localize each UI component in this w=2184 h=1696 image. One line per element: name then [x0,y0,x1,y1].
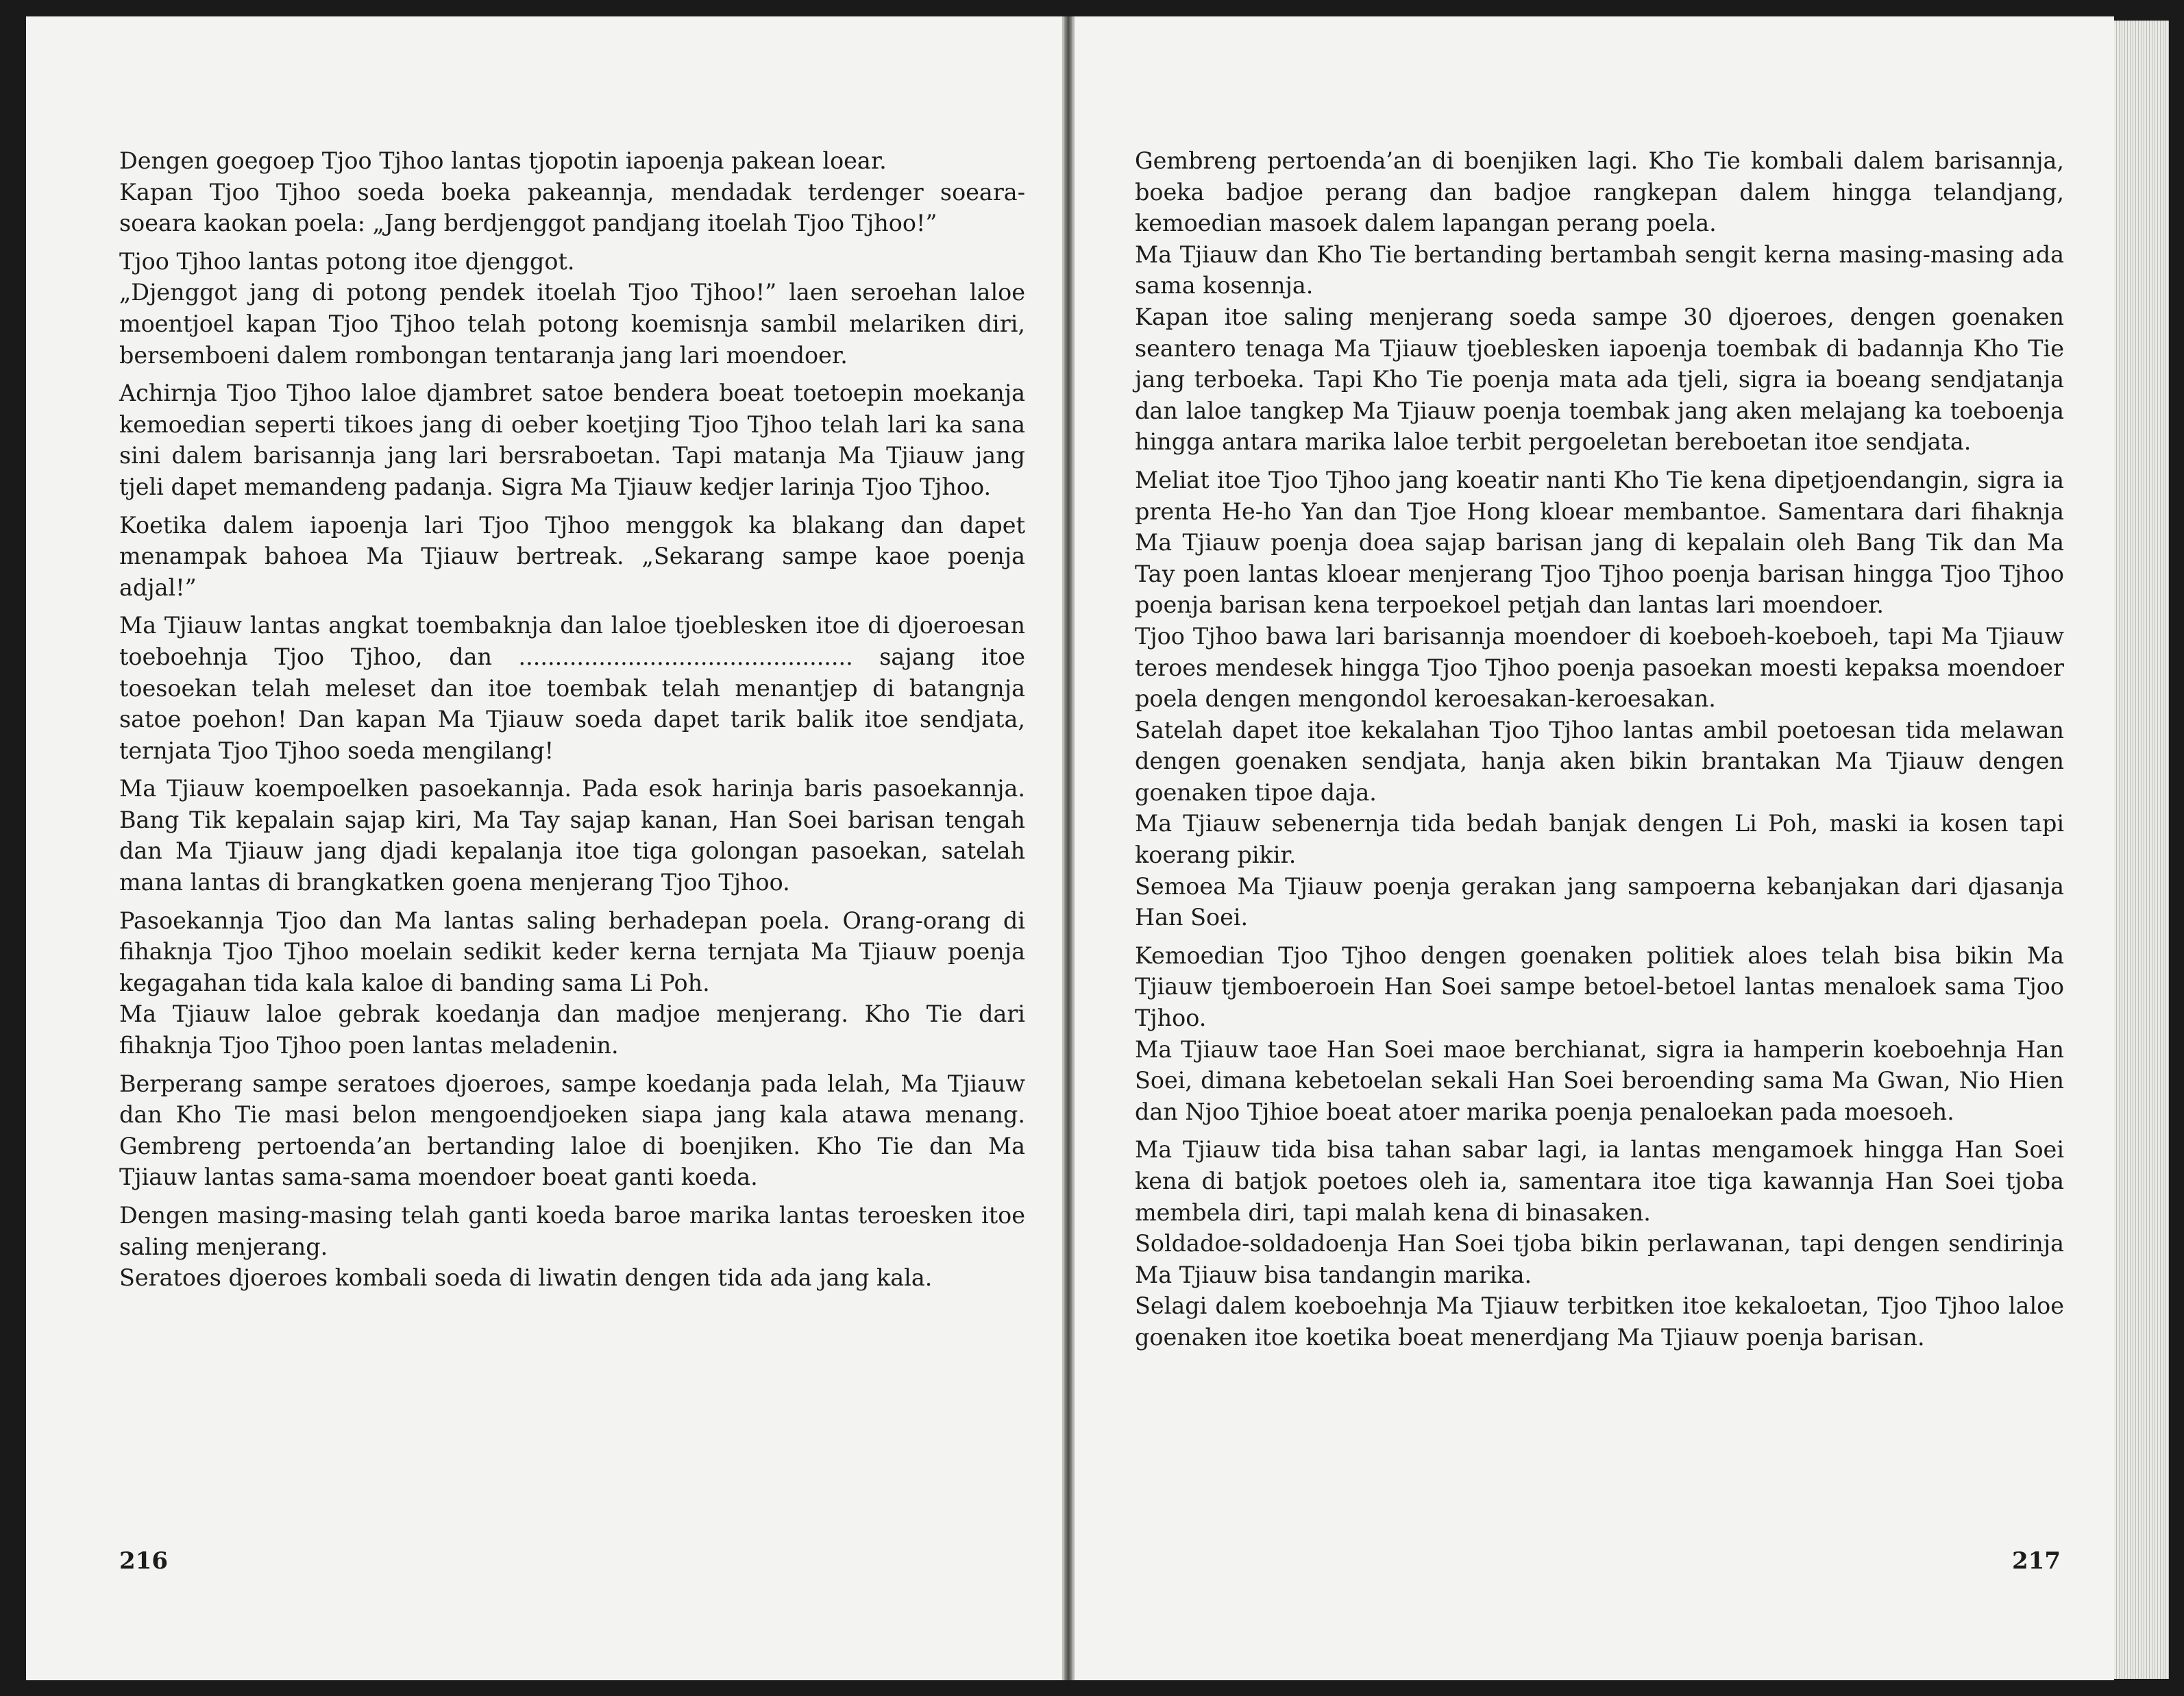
page-edges [2114,21,2169,1679]
paragraph: „Djenggot jang di potong pendek itoelah Tjoo Tjhoo!” laen seroehan laloe moentjoel kapan Tjoo Tjhoo telah potong koemisnja sambil melariken diri, bersemboeni dalem rombongan tentaranja jang lari moendoer. [119,279,1025,369]
paragraph: Ma Tjiauw koempoelken pasoekannja. Pada esok harinja baris pasoekannja. Bang Tik kepalain sajap kiri, Ma Tay sajap kanan, Han Soei barisan tengah dan Ma Tjiauw jang djadi kepalanja itoe tiga golongan pasoekan, satelah mana lantas di brangkatken goena menjerang Tjoo Tjhoo. [119,775,1025,896]
paragraph: Berperang sampe seratoes djoeroes, sampe koedanja pada lelah, Ma Tjiauw dan Kho Tie masi belon mengoendjoeken siapa jang kala atawa menang. Gembreng pertoenda’an bertanding laloe di boenjiken. Kho Tie dan Ma Tjiauw lantas sama-sama moendoer boeat ganti koeda. [119,1070,1025,1191]
paragraph: Ma Tjiauw lantas angkat toembaknja dan laloe tjoeblesken itoe di djoeroesan toeboehnja Tjoo Tjhoo, dan .............................................. sajang itoe toesoekan telah meleset dan itoe toembak telah menantjep di batangnja satoe poehon! Dan kapan Ma Tjiauw soeda dapet tarik balik itoe sendjata, ternjata Tjoo Tjhoo soeda mengilang! [119,612,1025,764]
paragraph: Dengen masing-masing telah ganti koeda baroe marika lantas teroesken itoe saling menjerang. [119,1202,1025,1260]
paragraph: Satelah dapet itoe kekalahan Tjoo Tjhoo lantas ambil poetoesan tida melawan dengen goenaken sendjata, hanja aken bikin brantakan Ma Tjiauw dengen goenaken tipoe daja. [1135,716,2064,806]
paragraph: Tjoo Tjhoo bawa lari barisannja moendoer di koeboeh-koeboeh, tapi Ma Tjiauw teroes mendesek hingga Tjoo Tjhoo poenja pasoekan moesti kepaksa moendoer poela dengen mengondol keroesakan-keroesakan. [1135,622,2064,713]
paragraph: Meliat itoe Tjoo Tjhoo jang koeatir nanti Kho Tie kena dipetjoendangin, sigra ia prenta He-ho Yan dan Tjoe Hong kloear membantoe. Samentara dari fihaknja Ma Tjiauw poenja doea sajap barisan jang di kepalain oleh Bang Tik dan Ma Tay poen lantas kloear menjerang Tjoo Tjhoo poenja barisan hingga Tjoo Tjhoo poenja barisan kena terpoekoel petjah dan lantas lari moendoer. [1135,466,2064,619]
paragraph: Ma Tjiauw sebenernja tida bedah banjak dengen Li Poh, maski ia kosen tapi koerang pikir. [1135,810,2064,869]
paragraph: Ma Tjiauw taoe Han Soei maoe berchianat, sigra ia hamperin koeboehnja Han Soei, dimana kebetoelan sekali Han Soei beroending sama Ma Gwan, Nio Hien dan Njoo Tjhioe boeat atoer marika poenja penaloekan pada moesoeh. [1135,1035,2064,1125]
left-page [26,16,1064,1680]
page-number: 216 [119,1547,168,1575]
paragraph: Ma Tjiauw laloe gebrak koedanja dan madjoe menjerang. Kho Tie dari fihaknja Tjoo Tjhoo poen lantas meladenin. [119,1000,1025,1059]
paragraph: Dengen goegoep Tjoo Tjhoo lantas tjopotin iapoenja pakean loear. [119,147,887,174]
paragraph: Pasoekannja Tjoo dan Ma lantas saling berhadepan poela. Orang-orang di fihaknja Tjoo Tjhoo moelain sedikit keder kerna ternjata Ma Tjiauw poenja kegagahan tida kala kaloe di banding sama Li Poh. [119,907,1025,996]
book-gutter [1064,16,1072,1680]
paragraph: Ma Tjiauw dan Kho Tie bertanding bertambah sengit kerna masing-masing ada sama kosennja. [1135,241,2064,299]
paragraph: Tjoo Tjhoo lantas potong itoe djenggot. [119,247,575,275]
paragraph: Ma Tjiauw tida bisa tahan sabar lagi, ia lantas mengamoek hingga Han Soei kena di batjok poetoes oleh ia, samentara itoe tiga kawannja Han Soei tjoba membela diri, tapi malah kena di binasaken. [1135,1136,2064,1226]
paragraph: Achirnja Tjoo Tjhoo laloe djambret satoe bendera boeat toetoepin moekanja kemoedian seperti tikoes jang di oeber koetjing Tjoo Tjhoo telah lari ka sana sini dalem barisannja jang lari bersraboetan. Tapi matanja Ma Tjiauw jang tjeli dapet memandeng padanja. Sigra Ma Tjiauw kedjer larinja Tjoo Tjhoo. [119,380,1025,500]
paragraph: Seratoes djoeroes kombali soeda di liwatin dengen tida ada jang kala. [119,1264,933,1292]
left-page-text [119,145,1025,1294]
right-page [1072,16,2114,1680]
paragraph: Kemoedian Tjoo Tjhoo dengen goenaken politiek aloes telah bisa bikin Ma Tjiauw tjemboeroein Han Soei sampe betoel-betoel lantas menaloek sama Tjoo Tjhoo. [1135,942,2064,1032]
paragraph: Kapan itoe saling menjerang soeda sampe 30 djoeroes, dengen goenaken seantero tenaga Ma Tjiauw tjoeblesken iapoenja toembak di badannja Kho Tie jang terboeka. Tapi Kho Tie poenja mata ada tjeli, sigra ia boeang sendjatanja dan laloe tangkep Ma Tjiauw poenja toembak jang aken melajang ka toeboenja hingga antara marika laloe terbit pergoeletan bereboetan itoe sendjata. [1135,303,2064,456]
paragraph: Selagi dalem koeboehnja Ma Tjiauw terbitken itoe kekaloetan, Tjoo Tjhoo laloe goenaken itoe koetika boeat menerdjang Ma Tjiauw poenja barisan. [1135,1292,2064,1351]
right-page-text [1135,145,2064,1353]
paragraph: Soldadoe-soldadoenja Han Soei tjoba bikin perlawanan, tapi dengen sendirinja Ma Tjiauw bisa tandangin marika. [1135,1230,2064,1288]
paragraph: Semoea Ma Tjiauw poenja gerakan jang sampoerna kebanjakan dari djasanja Han Soei. [1135,872,2064,931]
paragraph: Kapan Tjoo Tjhoo soeda boeka pakeannja, mendadak terdenger soeara-soeara kaokan poela: „Jang berdjenggot pandjang itoelah Tjoo Tjhoo!” [119,178,1025,237]
paragraph: Koetika dalem iapoenja lari Tjoo Tjhoo menggok ka blakang dan dapet menampak bahoea Ma Tjiauw bertreak. „Sekarang sampe kaoe poenja adjal!” [119,511,1025,601]
paragraph: Gembreng pertoenda’an di boenjiken lagi. Kho Tie kombali dalem barisannja, boeka badjoe perang dan badjoe rangkepan dalem hingga telandjang, kemoedian masoek dalem lapangan perang poela. [1135,147,2064,237]
page-number: 217 [2012,1547,2061,1575]
